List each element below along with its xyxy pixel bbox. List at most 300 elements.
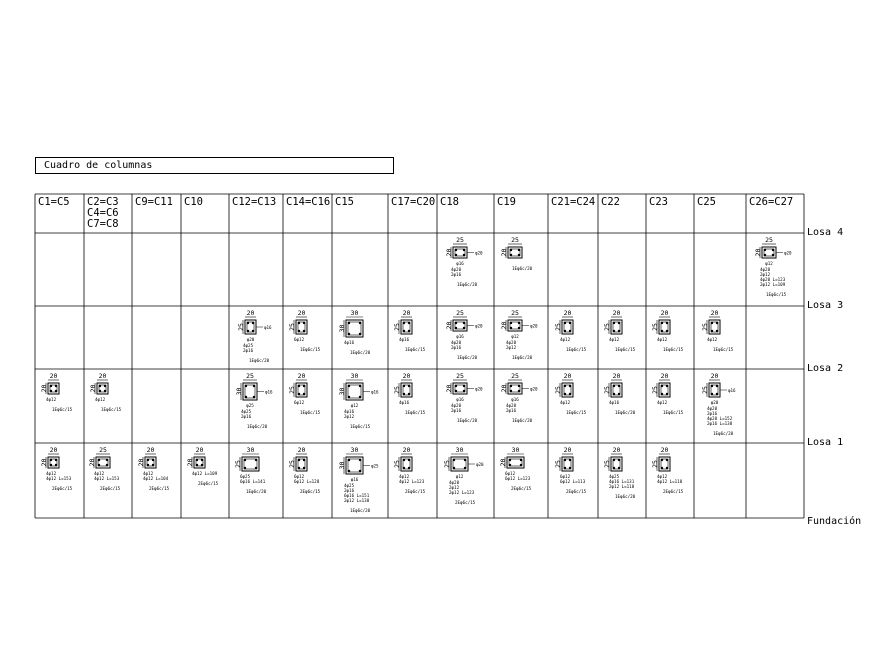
section-height: 20 [500, 384, 508, 393]
rebar [303, 467, 305, 469]
column-section [288, 372, 321, 415]
rebar [613, 330, 615, 332]
column-header-c10: C10 [184, 196, 203, 208]
rebar [55, 464, 57, 466]
section-height: 20 [445, 384, 453, 393]
column-section [40, 372, 73, 412]
section-height: 25 [554, 460, 562, 468]
rebar [464, 467, 466, 469]
rebar [403, 330, 405, 332]
section-outline [97, 383, 108, 394]
rebar [408, 393, 410, 395]
rebar [298, 393, 300, 395]
column-section [338, 446, 379, 513]
rebar [99, 390, 101, 392]
rebar-note: 6φ12 L=113 [560, 479, 586, 484]
rebar-note: 4φ25 [241, 409, 252, 414]
column-headers [38, 196, 793, 230]
rebar [518, 385, 520, 387]
rebar [518, 254, 520, 256]
rebar [510, 390, 512, 392]
rebar-note: 4φ12 [657, 474, 668, 479]
rebar [104, 390, 106, 392]
rebar [464, 459, 466, 461]
rebar-note: 2φ16 [243, 348, 254, 353]
rebar [201, 459, 203, 461]
section-height: 20 [40, 384, 48, 393]
column-section [89, 372, 122, 412]
rebar [613, 459, 615, 461]
section-width: 20 [246, 309, 255, 317]
rebar [152, 459, 154, 461]
rebar-note: 4φ12 [560, 400, 571, 405]
rebar [716, 393, 718, 395]
rebar-note: 4φ12 L=104 [143, 476, 169, 481]
column-section [554, 309, 587, 352]
rebar [348, 459, 350, 461]
rebar [348, 396, 350, 398]
section-width: 25 [456, 236, 464, 244]
section-width: 25 [511, 236, 519, 244]
column-section [393, 372, 426, 415]
stirrup-note: 1Eφ6c/15 [350, 424, 371, 429]
rebar [252, 322, 254, 324]
rebar [618, 385, 620, 387]
rebar [463, 390, 465, 392]
rebar [618, 322, 620, 324]
section-width: 25 [99, 446, 107, 454]
section-width: 25 [246, 372, 254, 380]
side-bar-label: φ20 [784, 250, 792, 256]
column-sections [40, 236, 792, 513]
rebar-note: 6φ12 L=128 [294, 479, 320, 484]
section-outline [194, 457, 205, 468]
section-height: 25 [651, 460, 659, 468]
rebar-note: 4φ12 L=123 [399, 479, 425, 484]
rebar [99, 385, 101, 387]
column-section [754, 236, 792, 297]
section-width: 25 [511, 309, 519, 317]
column-section [234, 446, 267, 494]
rebar [520, 464, 522, 466]
column-section [603, 309, 636, 352]
rebar-note: 6φ12 [294, 337, 305, 342]
rebar [520, 459, 522, 461]
rebar [564, 393, 566, 395]
column-header-c19: C19 [497, 196, 516, 208]
section-width: 20 [49, 446, 58, 454]
rebar [408, 385, 410, 387]
rebar-note: 4φ12 [95, 397, 106, 402]
section-width: 20 [195, 446, 204, 454]
bottom-bar-label: φ25 [246, 403, 254, 408]
rebar [147, 459, 149, 461]
rebar-note: 4φ12 [657, 400, 668, 405]
rebar [453, 467, 455, 469]
rebar [408, 322, 410, 324]
column-header-c25: C25 [697, 196, 716, 208]
rebar-note: 4φ12 [46, 397, 57, 402]
rebar [403, 467, 405, 469]
stirrup-note: 1Eφ6c/20 [615, 494, 636, 499]
bottom-bar-label: φ20 [246, 337, 255, 342]
column-section [651, 309, 684, 352]
rebar [245, 396, 247, 398]
section-outline [507, 457, 524, 468]
side-bar-label: φ16 [728, 388, 736, 393]
rebar [509, 459, 511, 461]
rebar [564, 459, 566, 461]
stirrup-note: 1Eφ6c/20 [457, 418, 478, 423]
rebar [510, 385, 512, 387]
column-section [288, 309, 321, 352]
rebar [253, 396, 255, 398]
section-height: 20 [500, 321, 508, 330]
rebar-note: 6φ12 [294, 400, 305, 405]
rebar [244, 467, 246, 469]
bottom-bar-label: φ16 [456, 261, 464, 266]
rebar-note: 2φ16 [707, 411, 718, 416]
rebar-note: 4φ16 [609, 400, 620, 405]
rebar [455, 322, 457, 324]
rebar [569, 459, 571, 461]
section-width: 20 [660, 372, 669, 380]
rebar-note: 4φ20 [449, 480, 460, 485]
column-section [338, 309, 371, 355]
floor-label: Losa 2 [807, 363, 844, 374]
section-height: 20 [40, 458, 48, 467]
section-outline [145, 457, 156, 468]
section-height: 25 [603, 323, 611, 331]
stirrup-note: 1Eφ6c/20 [457, 282, 478, 287]
column-header-c1: C1=C5 [38, 196, 70, 208]
rebar-note: 2φ12 [506, 345, 517, 350]
rebar-note: 2φ12 L=118 [609, 484, 635, 489]
side-bar-label: φ20 [475, 386, 483, 392]
bottom-bar-label: φ12 [350, 403, 359, 408]
section-width: 20 [402, 309, 411, 317]
section-height: 25 [288, 460, 296, 468]
rebar-note: 4φ25 [243, 343, 254, 348]
rebar [298, 330, 300, 332]
rebar [569, 385, 571, 387]
section-height: 25 [443, 460, 451, 468]
rebar-note: 2φ12 [449, 485, 460, 490]
rebar-note: 4φ16 [344, 409, 355, 414]
stirrup-note: 1Eφ6c/20 [615, 410, 636, 415]
rebar [403, 393, 405, 395]
rebar [666, 322, 668, 324]
bottom-bar-label: φ16 [350, 477, 359, 482]
stirrup-note: 1Eφ6c/15 [713, 347, 734, 352]
rebar [764, 254, 766, 256]
rebar [408, 467, 410, 469]
rebar-note: 4φ20 [506, 340, 517, 345]
side-bar-label: φ16 [264, 325, 272, 330]
section-height: 25 [651, 323, 659, 331]
rebar [518, 249, 520, 251]
rebar [348, 322, 350, 324]
rebar [618, 393, 620, 395]
stirrup-note: 1Eφ6c/20 [247, 424, 268, 429]
section-height: 25 [288, 386, 296, 394]
rebar-note: 2φ16 [506, 408, 517, 413]
rebar [772, 249, 774, 251]
rebar [403, 385, 405, 387]
rebar-note: 4φ12 [657, 337, 668, 342]
stirrup-note: 1Eφ6c/20 [512, 355, 533, 360]
column-section [554, 446, 587, 494]
side-bar-label: φ20 [475, 323, 483, 329]
rebar [359, 396, 361, 398]
bottom-bar-label: φ16 [456, 334, 464, 339]
rebar [104, 385, 106, 387]
section-width: 20 [660, 446, 669, 454]
section-height: 30 [338, 324, 346, 333]
section-width: 20 [98, 372, 107, 380]
stirrup-note: 2Eφ6c/15 [300, 489, 321, 494]
section-width: 20 [612, 372, 621, 380]
rebar [298, 459, 300, 461]
section-width: 20 [297, 446, 306, 454]
rebar-note: 2φ12 [760, 272, 771, 277]
rebar-note: 4φ20 L=123 [760, 277, 786, 282]
rebar [711, 393, 713, 395]
section-width: 20 [612, 446, 621, 454]
column-section [445, 372, 483, 423]
section-height: 25 [651, 386, 659, 394]
rebar-note: 6φ16 L=141 [240, 479, 266, 484]
table-grid-lines [35, 194, 804, 518]
rebar-note: 4φ12 [46, 471, 57, 476]
section-width: 25 [511, 372, 519, 380]
side-bar-label: φ20 [475, 250, 483, 256]
rebar [463, 249, 465, 251]
section-height: 20 [445, 248, 453, 257]
column-header-c14: C14=C16 [286, 196, 331, 208]
section-width: 20 [660, 309, 669, 317]
side-bar-label: φ20 [476, 462, 484, 467]
stirrup-note: 1Eφ6c/20 [350, 350, 371, 355]
bottom-bar-label: φ12 [455, 474, 464, 479]
section-width: 20 [146, 446, 155, 454]
floor-label: Losa 1 [807, 437, 844, 448]
section-height: 25 [554, 386, 562, 394]
column-header-c26: C26=C27 [749, 196, 794, 208]
side-bar-label: φ25 [371, 463, 379, 469]
rebar-note: 4φ12 [707, 337, 718, 342]
rebar-note: 2φ12 L=123 [449, 490, 475, 495]
section-height: 25 [603, 386, 611, 394]
rebar-note: 2φ12 [344, 414, 355, 419]
rebar [455, 327, 457, 329]
stirrup-note: 1Eφ6c/20 [249, 358, 270, 363]
section-width: 30 [350, 446, 359, 454]
rebar [303, 330, 305, 332]
rebar [455, 249, 457, 251]
column-section [393, 309, 426, 352]
rebar [55, 385, 57, 387]
column-section [500, 236, 533, 271]
section-height: 25 [288, 323, 296, 331]
stirrup-note: 2Eφ6c/15 [566, 489, 587, 494]
rebar [255, 459, 257, 461]
column-section [235, 372, 273, 429]
rebar-note: 4φ20 [451, 267, 462, 272]
rebar [348, 385, 350, 387]
stirrup-note: 2Eφ6c/15 [455, 500, 476, 505]
column-section [288, 446, 321, 494]
column-header-c18: C18 [440, 196, 459, 208]
section-width: 20 [402, 372, 411, 380]
rebar [403, 459, 405, 461]
rebar [106, 459, 108, 461]
rebar-note: 4φ12 [143, 471, 154, 476]
rebar [510, 327, 512, 329]
stirrup-note: 1Eφ6c/15 [615, 347, 636, 352]
section-stirrup [348, 385, 361, 398]
rebar [518, 390, 520, 392]
bottom-bar-label: φ16 [456, 397, 464, 402]
rebar [255, 467, 257, 469]
column-section [499, 446, 532, 491]
column-section [701, 309, 734, 352]
section-width: 20 [402, 446, 411, 454]
bottom-bar-label: φ20 [710, 400, 719, 405]
stirrup-note: 1Eφ6c/20 [350, 508, 371, 513]
floor-labels [807, 227, 861, 527]
rebar [510, 249, 512, 251]
rebar-note: 6φ12 L=123 [505, 476, 531, 481]
rebar-note: 2φ16 [241, 414, 252, 419]
rebar [455, 254, 457, 256]
rebar [564, 385, 566, 387]
rebar [463, 327, 465, 329]
section-height: 30 [235, 387, 243, 396]
rebar-note: 4φ12 L=153 [94, 476, 120, 481]
rebar [98, 464, 100, 466]
rebar [666, 459, 668, 461]
rebar-note: 2φ12 L=138 [344, 498, 370, 503]
side-bar-label: φ16 [371, 389, 379, 395]
rebar [359, 470, 361, 472]
section-width: 20 [297, 309, 306, 317]
rebar-note: 4φ12 L=118 [657, 479, 683, 484]
column-header-c2: C7=C8 [87, 218, 119, 230]
section-width: 20 [563, 372, 572, 380]
rebar [303, 385, 305, 387]
rebar [509, 464, 511, 466]
section-width: 20 [297, 372, 306, 380]
rebar [564, 467, 566, 469]
rebar [564, 322, 566, 324]
section-outline [48, 457, 59, 468]
stirrup-note: 1Eφ6c/20 [457, 355, 478, 360]
section-height: 30 [338, 461, 346, 470]
section-width: 20 [710, 372, 719, 380]
rebar [50, 464, 52, 466]
column-header-c2: C4=C6 [87, 207, 119, 219]
rebar-note: 4φ16 [344, 340, 355, 345]
rebar [359, 459, 361, 461]
rebar [711, 385, 713, 387]
column-section [651, 446, 684, 494]
column-header-c15: C15 [335, 196, 354, 208]
rebar [98, 459, 100, 461]
rebar [613, 467, 615, 469]
column-section [554, 372, 587, 415]
rebar-note: 2φ16 [451, 272, 462, 277]
section-width: 20 [563, 309, 572, 317]
section-height: 25 [393, 323, 401, 331]
rebar-note: 6φ16 L=151 [344, 493, 370, 498]
section-height: 25 [701, 386, 709, 394]
rebar [408, 459, 410, 461]
stirrup-note: 1Eφ6c/15 [663, 410, 684, 415]
section-stirrup [348, 459, 361, 472]
rebar [303, 459, 305, 461]
section-height: 20 [137, 458, 145, 467]
rebar-note: 4φ12 [399, 474, 410, 479]
column-section [88, 446, 121, 491]
rebar [303, 393, 305, 395]
rebar [348, 470, 350, 472]
rebar [247, 330, 249, 332]
rebar [298, 322, 300, 324]
section-height: 25 [393, 460, 401, 468]
floor-label: Losa 3 [807, 300, 844, 311]
table-title: Cuadro de columnas [35, 157, 394, 174]
rebar [245, 385, 247, 387]
rebar [359, 385, 361, 387]
stirrup-note: 1Eφ6c/20 [512, 266, 533, 271]
section-height: 20 [186, 458, 194, 467]
floor-label: Losa 4 [807, 227, 844, 238]
stirrup-note: 1Eφ6c/20 [246, 489, 267, 494]
section-height: 25 [603, 460, 611, 468]
side-bar-label: φ20 [530, 386, 538, 392]
column-section [500, 309, 538, 360]
rebar [196, 459, 198, 461]
rebar [55, 390, 57, 392]
rebar [147, 464, 149, 466]
rebar [613, 322, 615, 324]
column-section [443, 446, 484, 505]
rebar [252, 330, 254, 332]
column-header-c9: C9=C11 [135, 196, 173, 208]
rebar [618, 330, 620, 332]
rebar [661, 322, 663, 324]
rebar [716, 330, 718, 332]
rebar [152, 464, 154, 466]
column-section [338, 372, 379, 429]
rebar-note: 6φ12 [505, 471, 516, 476]
rebar [455, 385, 457, 387]
section-outline [48, 383, 59, 394]
column-section [137, 446, 170, 491]
stirrup-note: 1Eφ6c/20 [713, 431, 734, 436]
section-width: 30 [350, 309, 359, 317]
rebar [518, 327, 520, 329]
stirrup-note: 1Eφ6c/15 [300, 410, 321, 415]
rebar [463, 385, 465, 387]
column-section [651, 372, 684, 415]
rebar [564, 330, 566, 332]
section-width: 30 [350, 372, 359, 380]
rebar [298, 467, 300, 469]
rebar [244, 459, 246, 461]
stirrup-note: 1Eφ6c/15 [405, 347, 426, 352]
